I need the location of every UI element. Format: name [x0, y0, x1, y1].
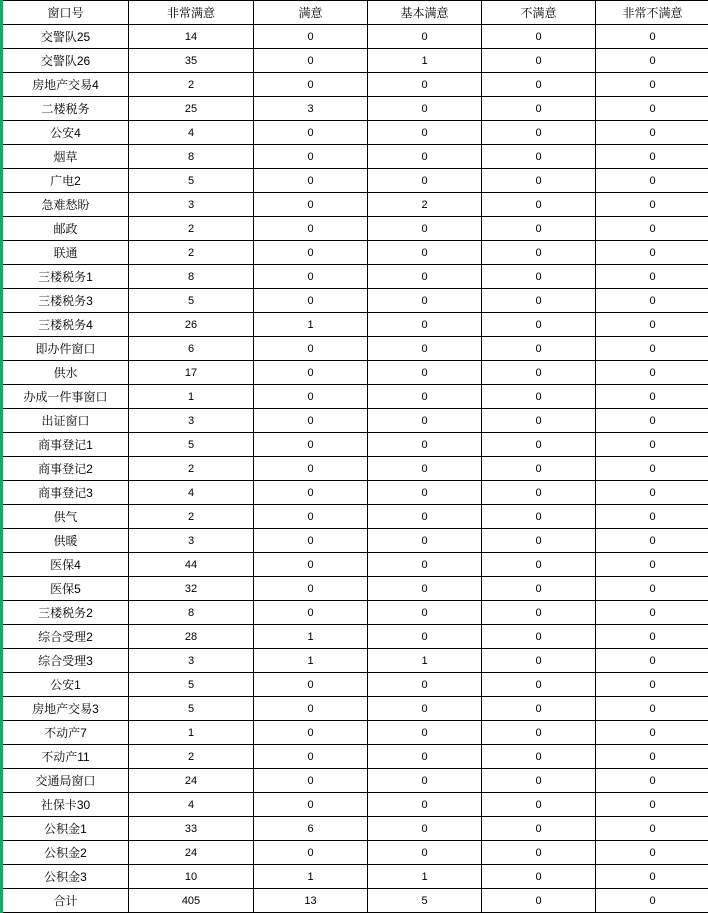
- count-cell[interactable]: 0: [482, 217, 596, 241]
- count-cell[interactable]: 32: [129, 577, 254, 601]
- count-cell[interactable]: 1: [254, 625, 368, 649]
- count-cell[interactable]: 0: [368, 217, 482, 241]
- count-cell[interactable]: 0: [482, 529, 596, 553]
- count-cell[interactable]: 0: [482, 361, 596, 385]
- count-cell[interactable]: 35: [129, 49, 254, 73]
- count-cell[interactable]: 0: [254, 841, 368, 865]
- count-cell[interactable]: 405: [129, 889, 254, 913]
- count-cell[interactable]: 0: [482, 721, 596, 745]
- count-cell[interactable]: 0: [596, 553, 708, 577]
- count-cell[interactable]: 0: [596, 745, 708, 769]
- count-cell[interactable]: 13: [254, 889, 368, 913]
- table-row: [2, 265, 708, 289]
- count-cell[interactable]: 0: [596, 625, 708, 649]
- count-cell[interactable]: 0: [482, 385, 596, 409]
- count-cell[interactable]: 5: [129, 433, 254, 457]
- table-row: [2, 241, 708, 265]
- count-cell[interactable]: 0: [368, 841, 482, 865]
- table-row: [2, 121, 708, 145]
- count-cell[interactable]: 24: [129, 841, 254, 865]
- count-cell[interactable]: 0: [254, 697, 368, 721]
- table-row: [2, 385, 708, 409]
- count-cell[interactable]: 0: [596, 481, 708, 505]
- table-body: [2, 25, 708, 913]
- count-cell[interactable]: 44: [129, 553, 254, 577]
- table-row: [2, 313, 708, 337]
- count-cell[interactable]: 0: [254, 145, 368, 169]
- count-cell[interactable]: 0: [254, 217, 368, 241]
- table-row: [2, 505, 708, 529]
- count-cell[interactable]: 0: [596, 265, 708, 289]
- count-cell[interactable]: 0: [368, 121, 482, 145]
- table-row: [2, 745, 708, 769]
- table-row: [2, 457, 708, 481]
- window-name-cell[interactable]: 房地产交易4: [2, 73, 129, 97]
- window-name-cell[interactable]: 交警队25: [2, 25, 129, 49]
- count-cell[interactable]: 1: [368, 649, 482, 673]
- count-cell[interactable]: 0: [596, 409, 708, 433]
- count-cell[interactable]: 0: [254, 721, 368, 745]
- count-cell[interactable]: 0: [482, 889, 596, 913]
- window-name-cell[interactable]: 三楼税务2: [2, 601, 129, 625]
- table-row: [2, 769, 708, 793]
- window-name-cell[interactable]: 供气: [2, 505, 129, 529]
- window-name-cell[interactable]: 公积金1: [2, 817, 129, 841]
- count-cell[interactable]: 0: [368, 409, 482, 433]
- count-cell[interactable]: 0: [482, 337, 596, 361]
- table-header: [2, 1, 708, 25]
- window-name-cell[interactable]: 邮政: [2, 217, 129, 241]
- count-cell[interactable]: 5: [129, 697, 254, 721]
- table-row: [2, 625, 708, 649]
- window-name-cell[interactable]: 医保5: [2, 577, 129, 601]
- window-name-cell[interactable]: 公安1: [2, 673, 129, 697]
- window-name-cell[interactable]: 供暖: [2, 529, 129, 553]
- count-cell[interactable]: 3: [129, 193, 254, 217]
- window-name-cell[interactable]: 社保卡30: [2, 793, 129, 817]
- count-cell[interactable]: 0: [368, 505, 482, 529]
- table-row: [2, 409, 708, 433]
- count-cell[interactable]: 5: [129, 289, 254, 313]
- count-cell[interactable]: 0: [368, 145, 482, 169]
- count-cell[interactable]: 0: [596, 865, 708, 889]
- count-cell[interactable]: 0: [596, 97, 708, 121]
- count-cell[interactable]: 0: [368, 673, 482, 697]
- window-name-cell[interactable]: 办成一件事窗口: [2, 385, 129, 409]
- window-name-cell[interactable]: 医保4: [2, 553, 129, 577]
- window-name-cell[interactable]: 交通局窗口: [2, 769, 129, 793]
- count-cell[interactable]: 1: [129, 385, 254, 409]
- count-cell[interactable]: 0: [482, 193, 596, 217]
- count-cell[interactable]: 0: [254, 337, 368, 361]
- count-cell[interactable]: 0: [482, 793, 596, 817]
- count-cell[interactable]: 0: [482, 745, 596, 769]
- count-cell[interactable]: 0: [254, 601, 368, 625]
- table-row: [2, 289, 708, 313]
- table-row: [2, 361, 708, 385]
- table-row: [2, 673, 708, 697]
- count-cell[interactable]: 6: [254, 817, 368, 841]
- count-cell[interactable]: 0: [596, 121, 708, 145]
- count-cell[interactable]: 0: [368, 73, 482, 97]
- count-cell[interactable]: 0: [368, 769, 482, 793]
- table-row: [2, 433, 708, 457]
- count-cell[interactable]: 0: [482, 73, 596, 97]
- count-cell[interactable]: 0: [482, 289, 596, 313]
- count-cell[interactable]: 17: [129, 361, 254, 385]
- count-cell[interactable]: 0: [482, 433, 596, 457]
- count-cell[interactable]: 0: [368, 25, 482, 49]
- count-cell[interactable]: 0: [482, 481, 596, 505]
- count-cell[interactable]: 0: [596, 529, 708, 553]
- count-cell[interactable]: 0: [368, 697, 482, 721]
- count-cell[interactable]: 4: [129, 793, 254, 817]
- count-cell[interactable]: 0: [596, 217, 708, 241]
- count-cell[interactable]: 0: [254, 529, 368, 553]
- count-cell[interactable]: 1: [254, 313, 368, 337]
- table-row: [2, 553, 708, 577]
- count-cell[interactable]: 1: [129, 721, 254, 745]
- window-name-cell[interactable]: 公积金3: [2, 865, 129, 889]
- count-cell[interactable]: 0: [254, 385, 368, 409]
- table-row: [2, 49, 708, 73]
- table-row: [2, 841, 708, 865]
- table-row: [2, 721, 708, 745]
- count-cell[interactable]: 0: [482, 145, 596, 169]
- table-row: [2, 145, 708, 169]
- count-cell[interactable]: 2: [129, 241, 254, 265]
- window-name-cell[interactable]: 公积金2: [2, 841, 129, 865]
- window-name-cell[interactable]: 房地产交易3: [2, 697, 129, 721]
- window-name-cell[interactable]: 商事登记1: [2, 433, 129, 457]
- window-name-cell[interactable]: 二楼税务: [2, 97, 129, 121]
- count-cell[interactable]: 0: [596, 361, 708, 385]
- window-name-cell[interactable]: 出证窗口: [2, 409, 129, 433]
- count-cell[interactable]: 0: [482, 97, 596, 121]
- count-cell[interactable]: 14: [129, 25, 254, 49]
- count-cell[interactable]: 0: [596, 769, 708, 793]
- count-cell[interactable]: 0: [368, 433, 482, 457]
- count-cell[interactable]: 0: [596, 889, 708, 913]
- count-cell[interactable]: 8: [129, 601, 254, 625]
- header-very-satisfied[interactable]: 非常满意: [129, 1, 254, 25]
- table-row: [2, 337, 708, 361]
- table-row: [2, 649, 708, 673]
- count-cell[interactable]: 0: [254, 673, 368, 697]
- count-cell[interactable]: 0: [368, 265, 482, 289]
- table-row: [2, 601, 708, 625]
- count-cell[interactable]: 0: [368, 289, 482, 313]
- count-cell[interactable]: 0: [596, 193, 708, 217]
- count-cell[interactable]: 0: [254, 457, 368, 481]
- count-cell[interactable]: 0: [596, 721, 708, 745]
- window-name-cell[interactable]: 三楼税务1: [2, 265, 129, 289]
- count-cell[interactable]: 0: [254, 505, 368, 529]
- table-row: [2, 169, 708, 193]
- count-cell[interactable]: 0: [482, 673, 596, 697]
- count-cell[interactable]: 10: [129, 865, 254, 889]
- count-cell[interactable]: 0: [254, 49, 368, 73]
- count-cell[interactable]: 24: [129, 769, 254, 793]
- count-cell[interactable]: 0: [482, 769, 596, 793]
- count-cell[interactable]: 0: [596, 433, 708, 457]
- window-name-cell[interactable]: 不动产7: [2, 721, 129, 745]
- count-cell[interactable]: 0: [368, 97, 482, 121]
- count-cell[interactable]: 0: [368, 625, 482, 649]
- count-cell[interactable]: 2: [368, 193, 482, 217]
- count-cell[interactable]: 2: [129, 505, 254, 529]
- count-cell[interactable]: 0: [368, 601, 482, 625]
- count-cell[interactable]: 3: [129, 409, 254, 433]
- count-cell[interactable]: 0: [482, 409, 596, 433]
- count-cell[interactable]: 0: [482, 25, 596, 49]
- count-cell[interactable]: 0: [596, 73, 708, 97]
- count-cell[interactable]: 0: [254, 361, 368, 385]
- count-cell[interactable]: 0: [596, 793, 708, 817]
- window-name-cell[interactable]: 商事登记3: [2, 481, 129, 505]
- window-name-cell[interactable]: 综合受理2: [2, 625, 129, 649]
- count-cell[interactable]: 0: [596, 169, 708, 193]
- count-cell[interactable]: 0: [368, 481, 482, 505]
- window-name-cell[interactable]: 烟草: [2, 145, 129, 169]
- count-cell[interactable]: 0: [368, 745, 482, 769]
- count-cell[interactable]: 0: [482, 169, 596, 193]
- count-cell[interactable]: 0: [368, 577, 482, 601]
- count-cell[interactable]: 0: [596, 697, 708, 721]
- count-cell[interactable]: 0: [254, 169, 368, 193]
- count-cell[interactable]: 0: [482, 313, 596, 337]
- count-cell[interactable]: 8: [129, 145, 254, 169]
- count-cell[interactable]: 0: [368, 457, 482, 481]
- header-row: [2, 1, 708, 25]
- count-cell[interactable]: 33: [129, 817, 254, 841]
- count-cell[interactable]: 0: [596, 313, 708, 337]
- table-row: [2, 217, 708, 241]
- count-cell[interactable]: 0: [482, 265, 596, 289]
- window-name-cell[interactable]: 不动产11: [2, 745, 129, 769]
- table-row: [2, 193, 708, 217]
- count-cell[interactable]: 0: [254, 265, 368, 289]
- count-cell[interactable]: 0: [368, 313, 482, 337]
- count-cell[interactable]: 0: [368, 361, 482, 385]
- count-cell[interactable]: 0: [368, 337, 482, 361]
- count-cell[interactable]: 2: [129, 217, 254, 241]
- window-name-cell[interactable]: 合计: [2, 889, 129, 913]
- count-cell[interactable]: 3: [254, 97, 368, 121]
- count-cell[interactable]: 0: [254, 577, 368, 601]
- window-name-cell[interactable]: 广电2: [2, 169, 129, 193]
- total-row: [2, 889, 708, 913]
- count-cell[interactable]: 0: [368, 793, 482, 817]
- count-cell[interactable]: 2: [129, 457, 254, 481]
- count-cell[interactable]: 0: [368, 553, 482, 577]
- count-cell[interactable]: 25: [129, 97, 254, 121]
- table-row: [2, 817, 708, 841]
- count-cell[interactable]: 0: [482, 697, 596, 721]
- header-window[interactable]: 窗口号: [2, 1, 129, 25]
- count-cell[interactable]: 0: [254, 289, 368, 313]
- count-cell[interactable]: 0: [596, 505, 708, 529]
- count-cell[interactable]: 0: [254, 481, 368, 505]
- table-row: [2, 865, 708, 889]
- table-row: [2, 73, 708, 97]
- count-cell[interactable]: 0: [368, 721, 482, 745]
- count-cell[interactable]: 0: [596, 577, 708, 601]
- table-row: [2, 97, 708, 121]
- count-cell[interactable]: 0: [254, 193, 368, 217]
- count-cell[interactable]: 0: [254, 121, 368, 145]
- count-cell[interactable]: 0: [254, 553, 368, 577]
- count-cell[interactable]: 0: [482, 865, 596, 889]
- header-basically-satisfied[interactable]: 基本满意: [368, 1, 482, 25]
- count-cell[interactable]: 0: [254, 25, 368, 49]
- count-cell[interactable]: 0: [596, 289, 708, 313]
- count-cell[interactable]: 0: [254, 793, 368, 817]
- count-cell[interactable]: 0: [368, 817, 482, 841]
- count-cell[interactable]: 0: [482, 601, 596, 625]
- window-name-cell[interactable]: 三楼税务3: [2, 289, 129, 313]
- count-cell[interactable]: 0: [368, 169, 482, 193]
- count-cell[interactable]: 2: [129, 745, 254, 769]
- count-cell[interactable]: 0: [482, 241, 596, 265]
- count-cell[interactable]: 5: [368, 889, 482, 913]
- count-cell[interactable]: 0: [254, 241, 368, 265]
- count-cell[interactable]: 0: [596, 817, 708, 841]
- count-cell[interactable]: 1: [368, 49, 482, 73]
- count-cell[interactable]: 5: [129, 169, 254, 193]
- count-cell[interactable]: 0: [254, 745, 368, 769]
- count-cell[interactable]: 0: [368, 385, 482, 409]
- table-row: [2, 25, 708, 49]
- header-satisfied[interactable]: 满意: [254, 1, 368, 25]
- count-cell[interactable]: 4: [129, 481, 254, 505]
- count-cell[interactable]: 5: [129, 673, 254, 697]
- count-cell[interactable]: 0: [482, 553, 596, 577]
- count-cell[interactable]: 4: [129, 121, 254, 145]
- count-cell[interactable]: 1: [368, 865, 482, 889]
- count-cell[interactable]: 0: [482, 49, 596, 73]
- count-cell[interactable]: 0: [596, 385, 708, 409]
- window-name-cell[interactable]: 即办件窗口: [2, 337, 129, 361]
- count-cell[interactable]: 0: [596, 241, 708, 265]
- count-cell[interactable]: 0: [596, 25, 708, 49]
- count-cell[interactable]: 0: [482, 817, 596, 841]
- table-row: [2, 481, 708, 505]
- count-cell[interactable]: 0: [254, 433, 368, 457]
- count-cell[interactable]: 0: [596, 457, 708, 481]
- window-name-cell[interactable]: 公安4: [2, 121, 129, 145]
- count-cell[interactable]: 0: [596, 649, 708, 673]
- count-cell[interactable]: 1: [254, 865, 368, 889]
- count-cell[interactable]: 0: [368, 529, 482, 553]
- count-cell[interactable]: 0: [254, 73, 368, 97]
- table-row: [2, 793, 708, 817]
- window-name-cell[interactable]: 交警队26: [2, 49, 129, 73]
- count-cell[interactable]: 0: [596, 337, 708, 361]
- count-cell[interactable]: 0: [482, 649, 596, 673]
- table-row: [2, 697, 708, 721]
- count-cell[interactable]: 8: [129, 265, 254, 289]
- count-cell[interactable]: 0: [596, 601, 708, 625]
- count-cell[interactable]: 0: [482, 841, 596, 865]
- count-cell[interactable]: 0: [482, 577, 596, 601]
- count-cell[interactable]: 2: [129, 73, 254, 97]
- count-cell[interactable]: 0: [482, 625, 596, 649]
- count-cell[interactable]: 0: [596, 49, 708, 73]
- count-cell[interactable]: 0: [596, 145, 708, 169]
- window-name-cell[interactable]: 联通: [2, 241, 129, 265]
- window-name-cell[interactable]: 供水: [2, 361, 129, 385]
- count-cell[interactable]: 0: [482, 505, 596, 529]
- window-name-cell[interactable]: 急难愁盼: [2, 193, 129, 217]
- count-cell[interactable]: 0: [254, 409, 368, 433]
- count-cell[interactable]: 3: [129, 529, 254, 553]
- count-cell[interactable]: 28: [129, 625, 254, 649]
- count-cell[interactable]: 0: [482, 121, 596, 145]
- count-cell[interactable]: 6: [129, 337, 254, 361]
- count-cell[interactable]: 3: [129, 649, 254, 673]
- count-cell[interactable]: 0: [596, 673, 708, 697]
- window-name-cell[interactable]: 综合受理3: [2, 649, 129, 673]
- header-dissatisfied[interactable]: 不满意: [482, 1, 596, 25]
- count-cell[interactable]: 26: [129, 313, 254, 337]
- table-row: [2, 529, 708, 553]
- count-cell[interactable]: 0: [368, 241, 482, 265]
- count-cell[interactable]: 0: [254, 769, 368, 793]
- table-row: [2, 577, 708, 601]
- header-very-dissatisfied[interactable]: 非常不满意: [596, 1, 708, 25]
- count-cell[interactable]: 1: [254, 649, 368, 673]
- count-cell[interactable]: 0: [596, 841, 708, 865]
- window-name-cell[interactable]: 三楼税务4: [2, 313, 129, 337]
- window-name-cell[interactable]: 商事登记2: [2, 457, 129, 481]
- count-cell[interactable]: 0: [482, 457, 596, 481]
